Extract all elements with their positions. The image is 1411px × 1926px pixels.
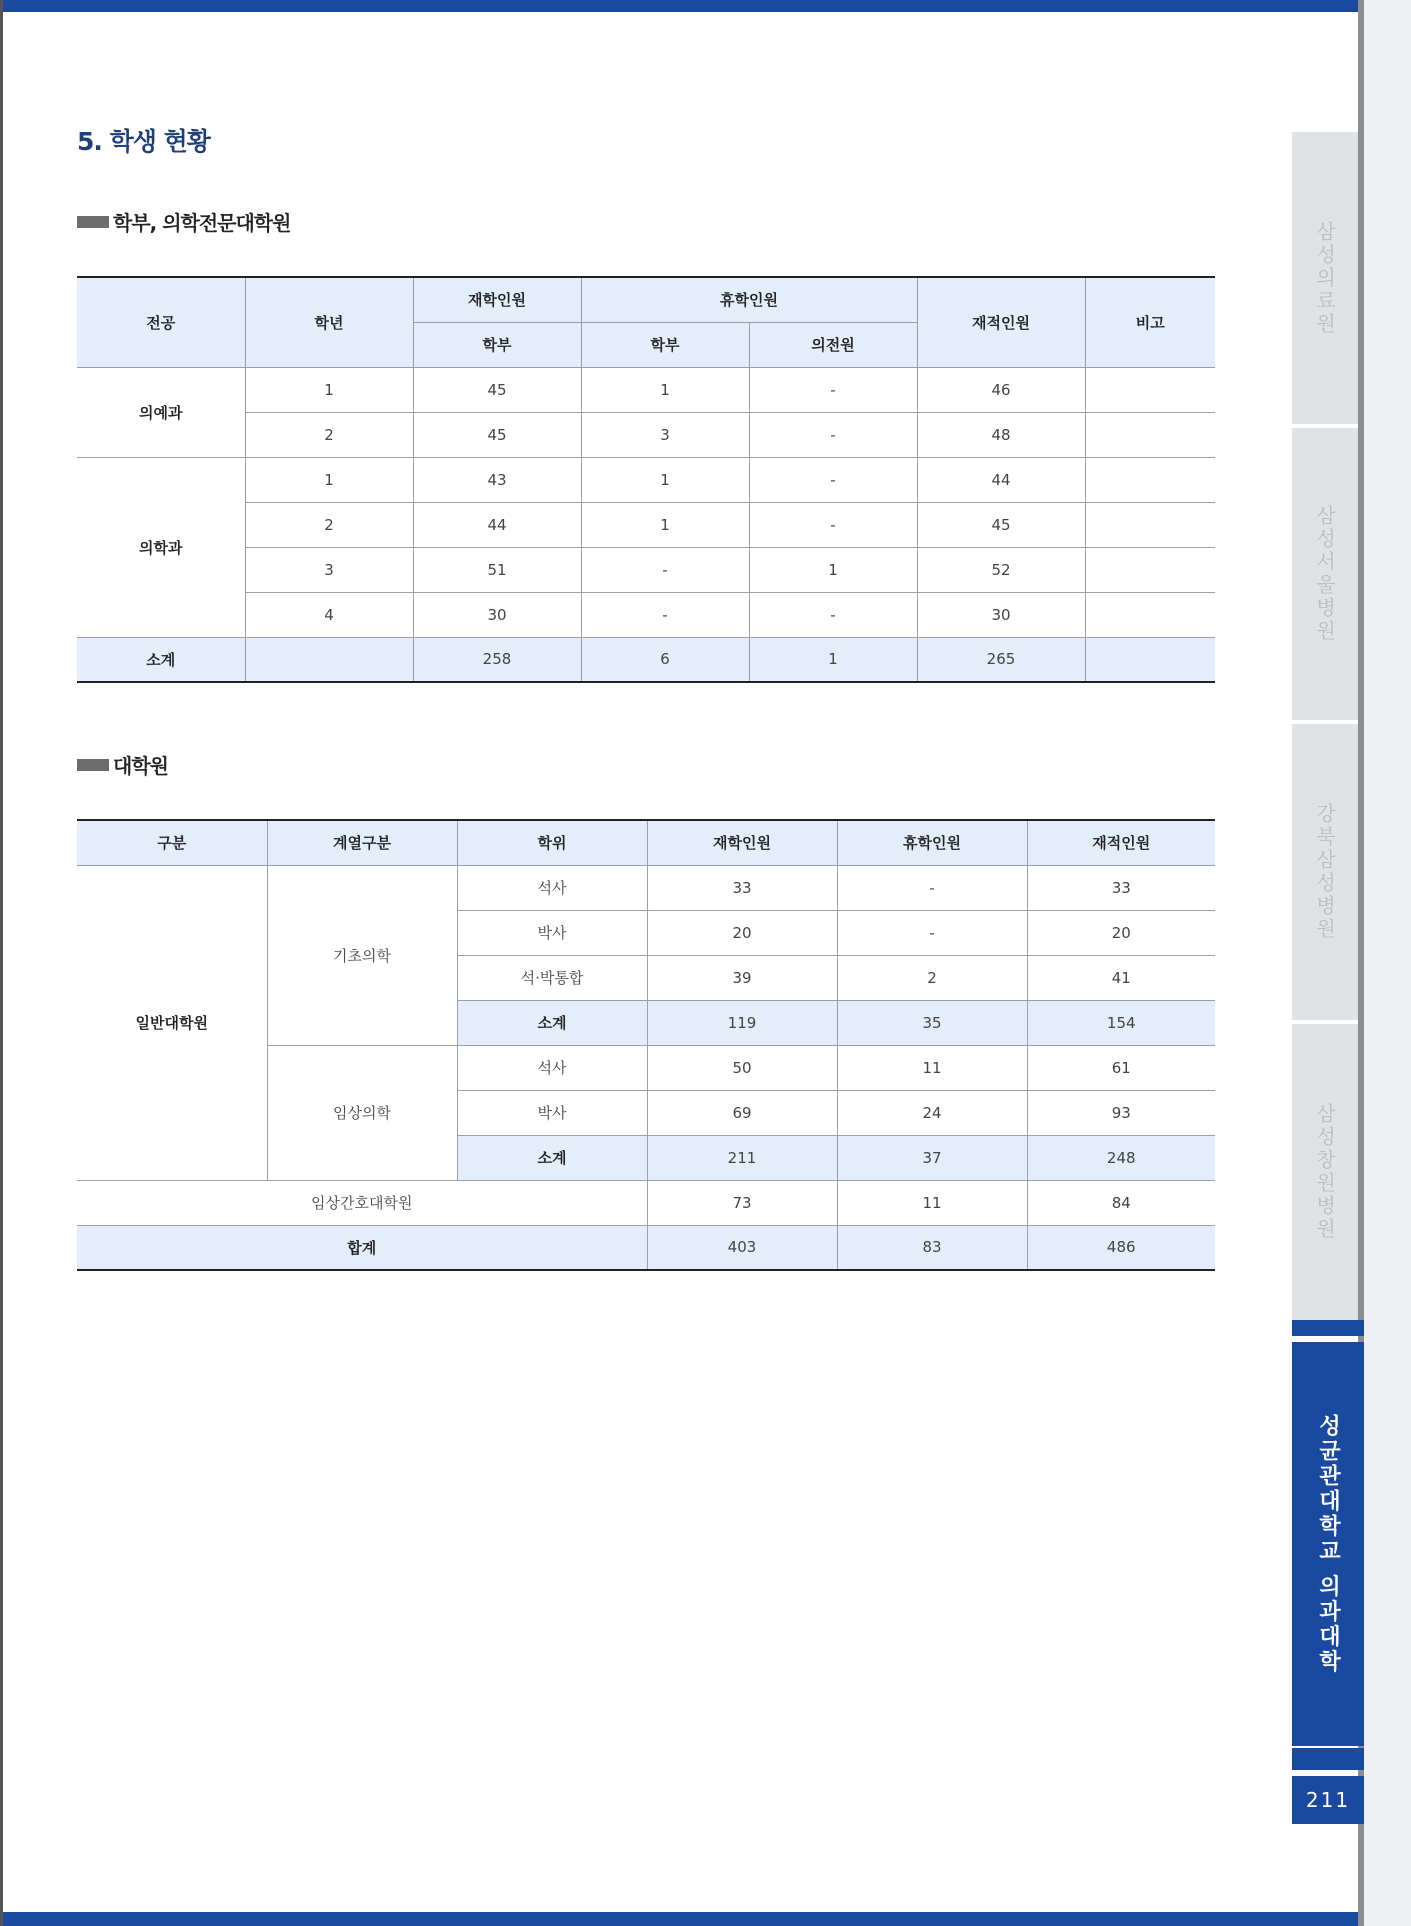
total-registered: 486 — [1027, 1225, 1215, 1270]
bottom-border — [0, 1912, 1364, 1926]
enrolled-cell: 33 — [647, 865, 837, 910]
leave-m-cell: - — [749, 412, 917, 457]
subtotal-registered: 248 — [1027, 1135, 1215, 1180]
side-tab-label: 삼성창원병원 — [1312, 1103, 1337, 1241]
header-enrolled: 재학인원 — [647, 820, 837, 865]
registered-cell: 52 — [917, 547, 1085, 592]
undergrad-subtitle — [77, 207, 290, 236]
registered-cell: 20 — [1027, 910, 1215, 955]
total-enrolled: 403 — [647, 1225, 837, 1270]
degree-cell: 박사 — [457, 910, 647, 955]
header-registered: 재적인원 — [917, 277, 1085, 367]
subtotal-leave: 37 — [837, 1135, 1027, 1180]
total-label: 합계 — [77, 1225, 647, 1270]
registered-cell: 93 — [1027, 1090, 1215, 1135]
registered-cell: 30 — [917, 592, 1085, 637]
page-number-top — [1292, 1748, 1364, 1770]
subtotal-label: 소계 — [457, 1000, 647, 1045]
subtotal-leave: 35 — [837, 1000, 1027, 1045]
registered-cell: 61 — [1027, 1045, 1215, 1090]
year-cell: 1 — [245, 457, 413, 502]
leave-u-cell: 1 — [581, 367, 749, 412]
enrolled-cell: 45 — [413, 412, 581, 457]
school-cell: 일반대학원 — [77, 865, 267, 1180]
degree-cell: 석사 — [457, 865, 647, 910]
header-registered: 재적인원 — [1027, 820, 1215, 865]
total-leave: 83 — [837, 1225, 1027, 1270]
subtotal-remarks — [1085, 637, 1215, 682]
table-row — [77, 865, 1215, 910]
registered-cell: 48 — [917, 412, 1085, 457]
header-leave-medgrad: 의전원 — [749, 322, 917, 367]
table-row — [77, 547, 1215, 592]
graduate-subtitle-text: 대학원 — [113, 754, 168, 778]
enrolled-cell: 50 — [647, 1045, 837, 1090]
subtotal-enrolled: 119 — [647, 1000, 837, 1045]
section-title: 5. 학생 현황 — [77, 127, 210, 156]
year-cell: 3 — [245, 547, 413, 592]
subtotal-label: 소계 — [457, 1135, 647, 1180]
side-tab-skku-medicine[interactable] — [1292, 1342, 1364, 1746]
remarks-cell — [1085, 592, 1215, 637]
header-enrolled: 재학인원 — [413, 277, 581, 322]
top-border — [0, 0, 1364, 12]
leave-m-cell: - — [749, 502, 917, 547]
leave-m-cell: - — [749, 457, 917, 502]
enrolled-cell: 44 — [413, 502, 581, 547]
remarks-cell — [1085, 457, 1215, 502]
subtotal-leave-u: 6 — [581, 637, 749, 682]
table-row — [77, 412, 1215, 457]
page-number: 211 — [1292, 1776, 1364, 1824]
leave-cell: - — [837, 865, 1027, 910]
table-row — [77, 367, 1215, 412]
registered-cell: 46 — [917, 367, 1085, 412]
header-category: 구분 — [77, 820, 267, 865]
leave-m-cell: - — [749, 592, 917, 637]
registered-cell: 41 — [1027, 955, 1215, 1000]
degree-cell: 석사 — [457, 1045, 647, 1090]
leave-cell: 11 — [837, 1180, 1027, 1225]
remarks-cell — [1085, 502, 1215, 547]
major-cell: 의학과 — [77, 457, 245, 637]
table-row — [77, 502, 1215, 547]
field-cell: 기초의학 — [267, 865, 457, 1045]
leave-cell: 2 — [837, 955, 1027, 1000]
remarks-cell — [1085, 547, 1215, 592]
registered-cell: 44 — [917, 457, 1085, 502]
nursing-row — [77, 1180, 1215, 1225]
side-tab-label: 삼성서울병원 — [1312, 505, 1337, 643]
header-major: 전공 — [77, 277, 245, 367]
enrolled-cell: 30 — [413, 592, 581, 637]
field-cell: 임상의학 — [267, 1045, 457, 1180]
side-tab-samsung-seoul[interactable] — [1292, 428, 1358, 720]
header-leave-undergrad: 학부 — [581, 322, 749, 367]
year-cell: 1 — [245, 367, 413, 412]
subtotal-registered: 265 — [917, 637, 1085, 682]
table-row — [77, 457, 1215, 502]
header-enrolled-undergrad: 학부 — [413, 322, 581, 367]
year-cell: 2 — [245, 502, 413, 547]
leave-u-cell: 1 — [581, 502, 749, 547]
active-tab-top — [1292, 1320, 1364, 1336]
subtitle-bar-icon — [77, 759, 109, 771]
graduate-table — [77, 819, 1215, 1271]
nursing-label: 임상간호대학원 — [77, 1180, 647, 1225]
subtotal-year — [245, 637, 413, 682]
leave-cell: 24 — [837, 1090, 1027, 1135]
remarks-cell — [1085, 367, 1215, 412]
header-leave: 휴학인원 — [581, 277, 917, 322]
header-leave: 휴학인원 — [837, 820, 1027, 865]
subtotal-enrolled: 211 — [647, 1135, 837, 1180]
registered-cell: 45 — [917, 502, 1085, 547]
leave-u-cell: 1 — [581, 457, 749, 502]
leave-m-cell: 1 — [749, 547, 917, 592]
side-tab-label: 삼성의료원 — [1312, 220, 1337, 336]
enrolled-cell: 43 — [413, 457, 581, 502]
degree-cell: 박사 — [457, 1090, 647, 1135]
left-edge — [0, 0, 3, 1926]
remarks-cell — [1085, 412, 1215, 457]
subtitle-bar-icon — [77, 216, 109, 228]
header-field: 계열구분 — [267, 820, 457, 865]
leave-u-cell: 3 — [581, 412, 749, 457]
leave-u-cell: - — [581, 547, 749, 592]
table-row — [77, 592, 1215, 637]
year-cell: 2 — [245, 412, 413, 457]
enrolled-cell: 73 — [647, 1180, 837, 1225]
registered-cell: 33 — [1027, 865, 1215, 910]
subtotal-row — [77, 637, 1215, 682]
degree-cell: 석·박통합 — [457, 955, 647, 1000]
undergrad-subtitle-text: 학부, 의학전문대학원 — [113, 211, 291, 235]
side-tab-kangbuk-samsung[interactable] — [1292, 724, 1358, 1020]
subtotal-enrolled: 258 — [413, 637, 581, 682]
registered-cell: 84 — [1027, 1180, 1215, 1225]
side-tab-samsung-changwon[interactable] — [1292, 1024, 1358, 1320]
subtotal-leave-m: 1 — [749, 637, 917, 682]
enrolled-cell: 20 — [647, 910, 837, 955]
enrolled-cell: 51 — [413, 547, 581, 592]
enrolled-cell: 45 — [413, 367, 581, 412]
header-remarks: 비고 — [1085, 277, 1215, 367]
subtotal-registered: 154 — [1027, 1000, 1215, 1045]
leave-cell: - — [837, 910, 1027, 955]
leave-m-cell: - — [749, 367, 917, 412]
total-row — [77, 1225, 1215, 1270]
leave-u-cell: - — [581, 592, 749, 637]
side-tab-samsung-medical[interactable] — [1292, 132, 1358, 424]
year-cell: 4 — [245, 592, 413, 637]
graduate-subtitle — [77, 750, 168, 779]
header-year: 학년 — [245, 277, 413, 367]
enrolled-cell: 69 — [647, 1090, 837, 1135]
leave-cell: 11 — [837, 1045, 1027, 1090]
side-tab-label: 강북삼성병원 — [1312, 803, 1337, 941]
enrolled-cell: 39 — [647, 955, 837, 1000]
header-degree: 학위 — [457, 820, 647, 865]
active-tab-label: 성균관대학교 의과대학 — [1315, 1413, 1341, 1675]
undergrad-table — [77, 276, 1215, 683]
subtotal-label: 소계 — [77, 637, 245, 682]
major-cell: 의예과 — [77, 367, 245, 457]
